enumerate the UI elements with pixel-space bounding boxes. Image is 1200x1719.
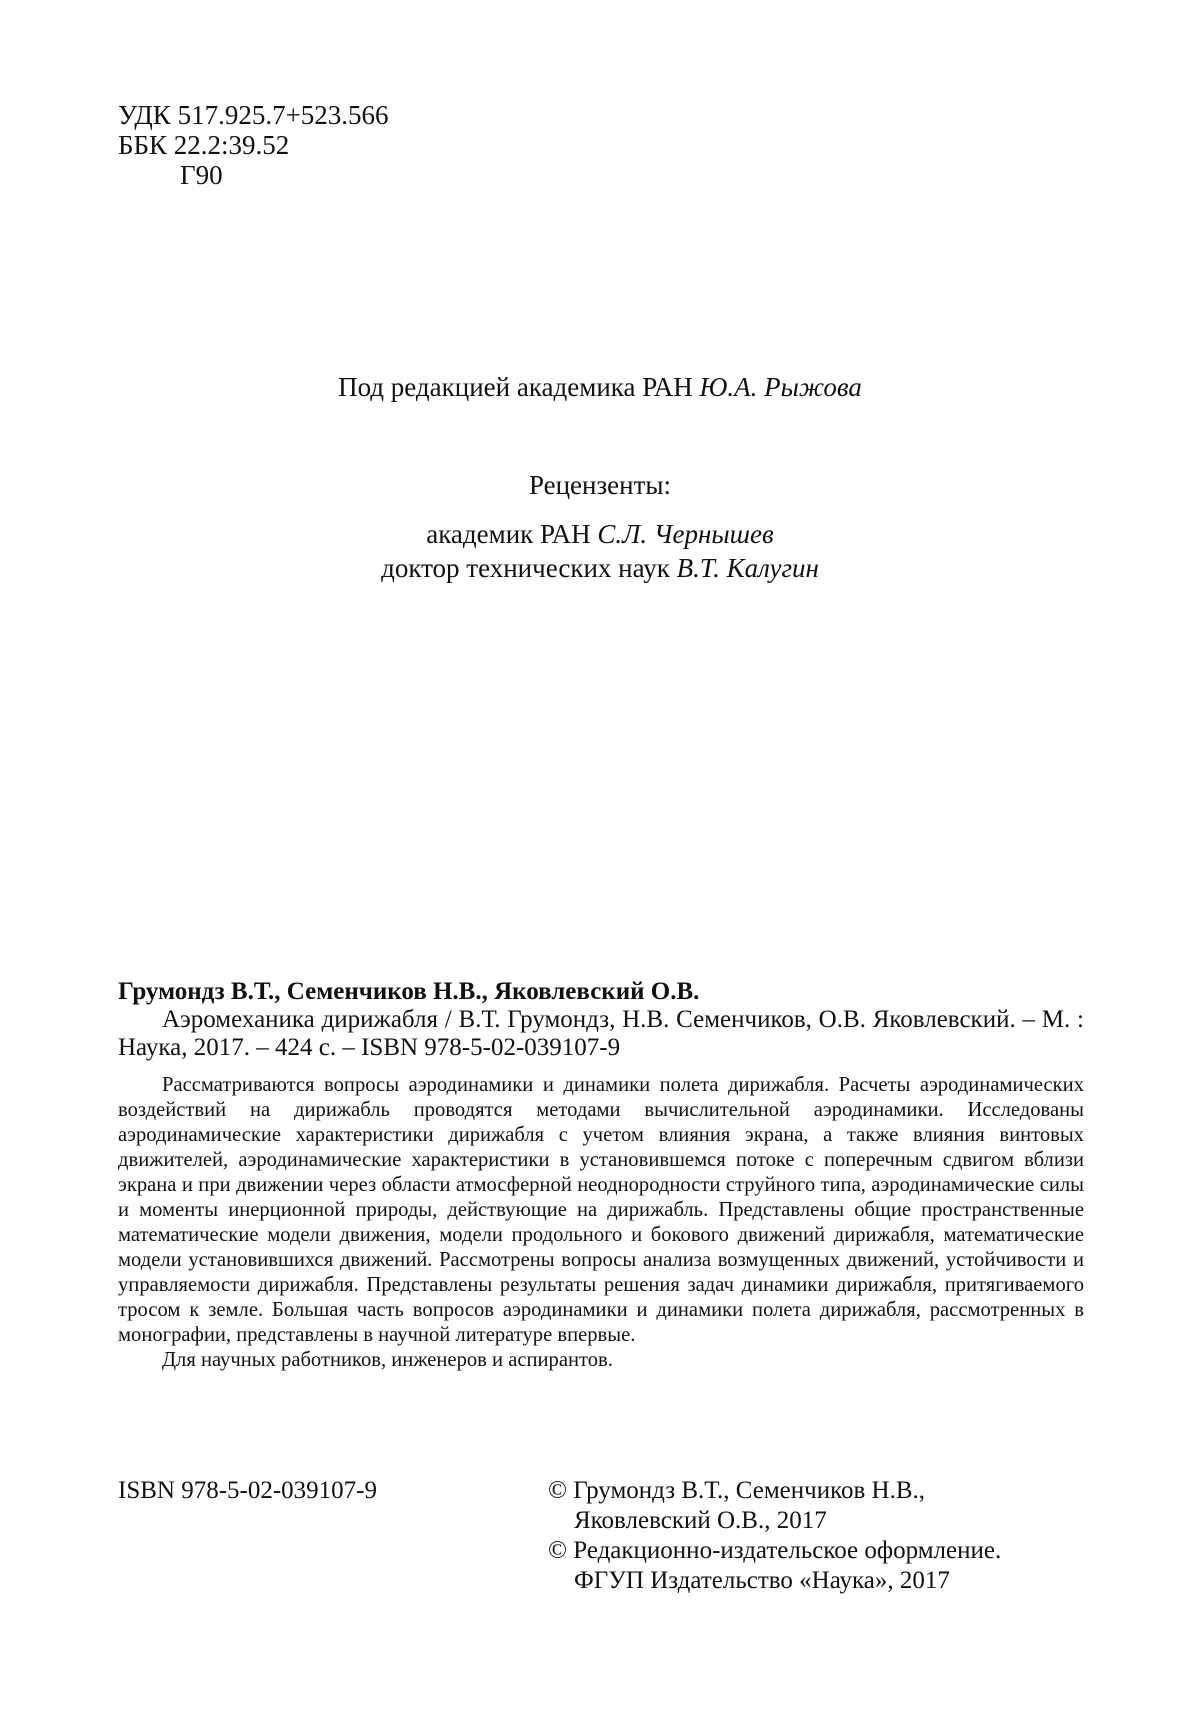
isbn-number: ISBN 978-5-02-039107-9	[118, 1477, 378, 1504]
copyright-authors-line1: © Грумондз В.Т., Семенчиков Н.В.,	[548, 1477, 925, 1504]
reviewer-name: С.Л. Чернышев	[597, 519, 774, 549]
reviewers-list	[0, 517, 1200, 585]
reviewer-name: В.Т. Калугин	[676, 553, 819, 583]
reviewer-role: академик РАН	[426, 519, 591, 549]
classification-codes	[118, 100, 389, 190]
reviewers-title: Рецензенты:	[528, 470, 672, 500]
record-authors: Грумондз В.Т., Семенчиков Н.В., Яковлевский О.В.	[118, 978, 700, 1005]
editor-name: Ю.А. Рыжова	[699, 372, 862, 402]
copyright-publisher-line2: ФГУП Издательство «Наука», 2017	[574, 1567, 950, 1594]
bibliographic-record	[118, 978, 1084, 1062]
annotation-audience: Для научных работников, инженеров и аспирантов.	[162, 1349, 613, 1371]
reviewer-role: доктор технических наук	[381, 553, 670, 583]
editor-line	[0, 370, 1200, 404]
copyright-authors-line2: Яковлевский О.В., 2017	[574, 1507, 827, 1534]
copyright-publisher-line1: © Редакционно-издательское оформление.	[548, 1537, 1002, 1564]
udk-code: УДК 517.925.7+523.566	[118, 100, 389, 130]
bbk-code: ББК 22.2:39.52	[118, 130, 290, 160]
annotation-text: Рассматриваются вопросы аэродинамики и динамики полета дирижабля. Расчеты аэродинамических воздействий на дирижабль проводятся методами вычислительной аэродинамики. Исследованы аэродинамические характеристики дирижабля с учетом влияния экрана, а также влияния винтовых движителей, аэродинамические характеристики в установившемся потоке с поперечным сдвигом вблизи экрана и при движении через области атмосферной неоднородности струйного типа, аэродинамические силы и моменты инерционной природы, действующие на дирижабль. Представлены общие пространственные математические модели движения, модели продольного и бокового движений дирижабля, математические модели установившихся движений. Рассмотрены вопросы анализа возмущенных движений, устойчивости и управляемости дирижабля. Представлены результаты решения задач динамики дирижабля, притягиваемого тросом к земле. Большая часть вопросов аэродинамики и динамики полета дирижабля, рассмотренных в монографии, представлены в научной литературе впервые.	[118, 1074, 1084, 1346]
author-mark: Г90	[180, 160, 223, 190]
copyright-block	[548, 1476, 1001, 1596]
editor-prefix: Под редакцией академика РАН	[338, 372, 693, 402]
reviewer-item	[0, 517, 1200, 551]
record-description: Аэромеханика дирижабля / В.Т. Грумондз, Н.В. Семенчиков, О.В. Яковлевский. – М. : Наука, 2017. – 424 с. – ISBN 978-5-02-039107-9	[118, 1006, 1084, 1061]
reviewer-item	[0, 551, 1200, 585]
annotation	[118, 1073, 1084, 1373]
